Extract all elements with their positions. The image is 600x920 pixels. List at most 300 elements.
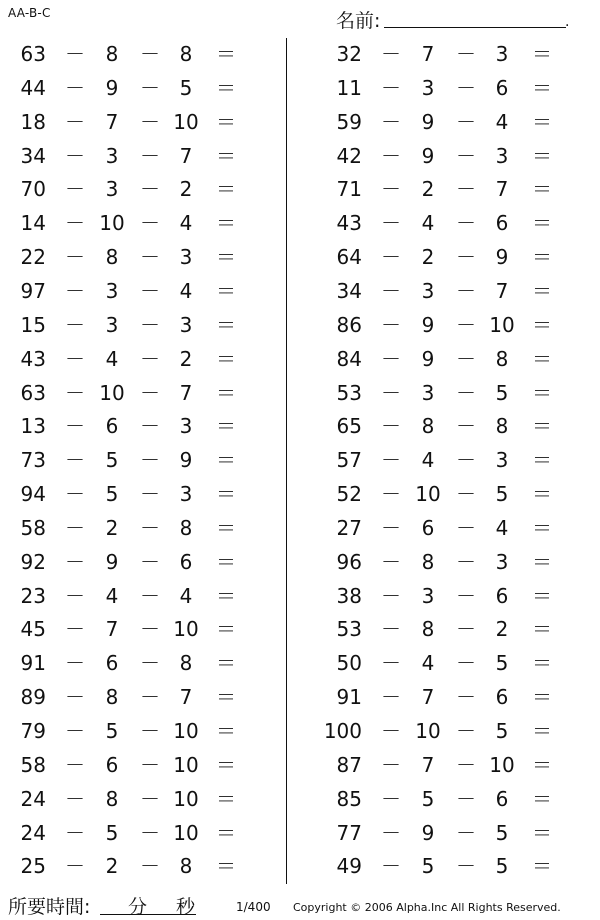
equals-sign: ＝ <box>216 515 236 540</box>
subtrahend-2: 5 <box>495 719 509 743</box>
minus-sign: － <box>65 143 85 168</box>
subtrahend-1: 2 <box>421 245 435 270</box>
equals-sign: ＝ <box>216 549 236 574</box>
subtrahend-2: 6 <box>495 583 509 608</box>
minus-sign: － <box>140 752 160 777</box>
minus-sign: － <box>140 583 160 608</box>
minus-sign: － <box>456 854 476 879</box>
minus-sign: － <box>140 346 160 371</box>
minus-sign: － <box>381 752 401 777</box>
subtrahend-2: 8 <box>179 854 193 879</box>
minus-sign: － <box>65 177 85 202</box>
problem-row <box>0 782 280 816</box>
minus-sign: － <box>65 515 85 540</box>
problem-row <box>316 206 596 240</box>
minus-sign: － <box>456 752 476 777</box>
name-field <box>336 6 568 30</box>
minus-sign: － <box>65 42 85 66</box>
equals-sign: ＝ <box>532 651 552 676</box>
equals-sign: ＝ <box>532 820 552 845</box>
subtrahend-1: 6 <box>105 752 119 777</box>
equals-sign: ＝ <box>216 617 236 642</box>
problem-row <box>316 511 596 545</box>
minus-sign: － <box>381 346 401 371</box>
minus-sign: － <box>381 685 401 710</box>
minus-sign: － <box>456 346 476 371</box>
minus-sign: － <box>65 414 85 439</box>
equals-sign: ＝ <box>532 685 552 710</box>
minus-sign: － <box>140 651 160 676</box>
problem-row <box>0 274 280 308</box>
minus-sign: － <box>381 820 401 845</box>
subtrahend-2: 6 <box>495 75 509 100</box>
subtrahend-2: 4 <box>179 278 193 303</box>
equals-sign: ＝ <box>532 211 552 236</box>
problem-row <box>0 545 280 579</box>
subtrahend-1: 10 <box>99 380 125 405</box>
minus-sign: － <box>140 549 160 574</box>
minuend: 58 <box>20 752 46 777</box>
minus-sign: － <box>381 414 401 439</box>
time-label: 所要時間: <box>8 896 91 918</box>
subtrahend-2: 3 <box>495 143 509 168</box>
subtrahend-2: 4 <box>495 515 509 540</box>
minuend: 53 <box>336 617 362 642</box>
equals-sign: ＝ <box>216 448 236 473</box>
minuend: 50 <box>336 651 362 676</box>
equals-sign: ＝ <box>216 109 236 134</box>
minus-sign: － <box>140 820 160 845</box>
problem-row <box>0 443 280 477</box>
minus-sign: － <box>140 854 160 879</box>
subtrahend-2: 5 <box>495 651 509 676</box>
minus-sign: － <box>381 549 401 574</box>
equals-sign: ＝ <box>532 786 552 811</box>
minus-sign: － <box>456 245 476 270</box>
minuend: 64 <box>336 245 362 270</box>
minus-sign: － <box>65 549 85 574</box>
minus-sign: － <box>140 414 160 439</box>
minuend: 85 <box>336 786 362 811</box>
minuend: 91 <box>20 651 46 676</box>
minus-sign: － <box>140 312 160 337</box>
problem-row <box>0 139 280 173</box>
subtrahend-2: 7 <box>495 177 509 202</box>
subtrahend-2: 10 <box>173 719 199 743</box>
minus-sign: － <box>140 211 160 236</box>
problem-row <box>316 646 596 680</box>
worksheet-code: AA-B-C <box>8 6 51 20</box>
minus-sign: － <box>65 583 85 608</box>
equals-sign: ＝ <box>216 752 236 777</box>
subtrahend-1: 3 <box>421 75 435 100</box>
minus-sign: － <box>65 380 85 405</box>
minuend: 57 <box>336 448 362 473</box>
equals-sign: ＝ <box>532 109 552 134</box>
minus-sign: － <box>456 380 476 405</box>
minuend: 71 <box>336 177 362 202</box>
equals-sign: ＝ <box>532 854 552 879</box>
minus-sign: － <box>140 685 160 710</box>
minuend: 58 <box>20 515 46 540</box>
minus-sign: － <box>65 820 85 845</box>
minus-sign: － <box>456 549 476 574</box>
problem-row <box>316 172 596 206</box>
subtrahend-1: 7 <box>421 752 435 777</box>
problem-row <box>0 71 280 105</box>
equals-sign: ＝ <box>216 211 236 236</box>
minus-sign: － <box>65 312 85 337</box>
minus-sign: － <box>381 312 401 337</box>
problem-row <box>316 37 596 71</box>
subtrahend-2: 10 <box>173 617 199 642</box>
problem-row <box>316 680 596 714</box>
minuend: 13 <box>20 414 46 439</box>
minuend: 52 <box>336 482 362 507</box>
name-underline <box>384 27 566 28</box>
subtrahend-1: 9 <box>421 820 435 845</box>
subtrahend-1: 7 <box>421 42 435 66</box>
footer <box>0 888 600 920</box>
minus-sign: － <box>65 719 85 743</box>
equals-sign: ＝ <box>216 685 236 710</box>
subtrahend-2: 2 <box>495 617 509 642</box>
minus-sign: － <box>65 685 85 710</box>
equals-sign: ＝ <box>532 177 552 202</box>
minus-sign: － <box>456 515 476 540</box>
subtrahend-1: 3 <box>421 583 435 608</box>
subtrahend-2: 7 <box>179 143 193 168</box>
minuend: 63 <box>20 42 46 66</box>
equals-sign: ＝ <box>532 245 552 270</box>
minus-sign: － <box>456 312 476 337</box>
minus-sign: － <box>456 42 476 66</box>
minuend: 14 <box>20 211 46 236</box>
minuend: 43 <box>336 211 362 236</box>
equals-sign: ＝ <box>216 177 236 202</box>
minus-sign: － <box>140 109 160 134</box>
equals-sign: ＝ <box>216 346 236 371</box>
minus-sign: － <box>381 786 401 811</box>
subtrahend-1: 8 <box>421 549 435 574</box>
minus-sign: － <box>381 583 401 608</box>
problem-row <box>316 105 596 139</box>
subtrahend-1: 4 <box>421 651 435 676</box>
minus-sign: － <box>381 177 401 202</box>
problem-row <box>316 139 596 173</box>
subtrahend-1: 2 <box>105 515 119 540</box>
subtrahend-1: 3 <box>105 177 119 202</box>
equals-sign: ＝ <box>216 719 236 743</box>
subtrahend-1: 4 <box>105 583 119 608</box>
subtrahend-2: 5 <box>495 380 509 405</box>
problem-row <box>316 308 596 342</box>
minus-sign: － <box>65 278 85 303</box>
equals-sign: ＝ <box>532 143 552 168</box>
subtrahend-2: 6 <box>495 685 509 710</box>
minuend: 32 <box>336 42 362 66</box>
subtrahend-1: 8 <box>105 786 119 811</box>
minus-sign: － <box>456 820 476 845</box>
problem-row <box>0 816 280 850</box>
subtrahend-1: 10 <box>415 482 441 507</box>
minus-sign: － <box>140 143 160 168</box>
minus-sign: － <box>140 617 160 642</box>
subtrahend-2: 2 <box>179 177 193 202</box>
problem-row <box>316 816 596 850</box>
minus-sign: － <box>65 346 85 371</box>
minus-sign: － <box>456 278 476 303</box>
subtrahend-2: 7 <box>179 685 193 710</box>
subtrahend-1: 9 <box>421 346 435 371</box>
subtrahend-2: 3 <box>179 312 193 337</box>
problem-row <box>316 71 596 105</box>
subtrahend-2: 10 <box>489 752 515 777</box>
subtrahend-1: 3 <box>105 278 119 303</box>
minuend: 91 <box>336 685 362 710</box>
equals-sign: ＝ <box>216 312 236 337</box>
problem-row <box>0 579 280 613</box>
subtrahend-1: 8 <box>105 42 119 66</box>
minus-sign: － <box>140 786 160 811</box>
problem-row <box>316 477 596 511</box>
subtrahend-2: 6 <box>179 549 193 574</box>
problem-row <box>316 714 596 748</box>
minuend: 44 <box>20 75 46 100</box>
subtrahend-2: 5 <box>179 75 193 100</box>
subtrahend-2: 3 <box>495 42 509 66</box>
equals-sign: ＝ <box>532 549 552 574</box>
problem-row <box>0 477 280 511</box>
minus-sign: － <box>456 448 476 473</box>
minuend: 42 <box>336 143 362 168</box>
minus-sign: － <box>140 42 160 66</box>
equals-sign: ＝ <box>532 617 552 642</box>
subtrahend-1: 8 <box>105 245 119 270</box>
minuend: 89 <box>20 685 46 710</box>
subtrahend-1: 9 <box>105 549 119 574</box>
problem-row <box>0 511 280 545</box>
problem-row <box>0 172 280 206</box>
minus-sign: － <box>65 448 85 473</box>
problem-row <box>0 342 280 376</box>
equals-sign: ＝ <box>532 75 552 100</box>
problem-row <box>316 409 596 443</box>
minus-sign: － <box>456 414 476 439</box>
problem-row <box>0 240 280 274</box>
equals-sign: ＝ <box>532 278 552 303</box>
minus-sign: － <box>65 854 85 879</box>
equals-sign: ＝ <box>216 786 236 811</box>
minuend: 34 <box>336 278 362 303</box>
problem-row <box>316 376 596 410</box>
equals-sign: ＝ <box>216 143 236 168</box>
subtrahend-1: 8 <box>421 617 435 642</box>
minus-sign: － <box>140 380 160 405</box>
subtrahend-2: 7 <box>179 380 193 405</box>
problem-row <box>0 206 280 240</box>
minuend: 84 <box>336 346 362 371</box>
subtrahend-2: 4 <box>179 211 193 236</box>
name-label: 名前: <box>336 10 381 32</box>
subtrahend-2: 7 <box>495 278 509 303</box>
minus-sign: － <box>381 211 401 236</box>
equals-sign: ＝ <box>216 651 236 676</box>
equals-sign: ＝ <box>532 752 552 777</box>
subtrahend-2: 4 <box>495 109 509 134</box>
minus-sign: － <box>65 651 85 676</box>
equals-sign: ＝ <box>532 515 552 540</box>
problem-row <box>0 409 280 443</box>
problem-row <box>0 849 280 883</box>
subtrahend-2: 10 <box>173 752 199 777</box>
equals-sign: ＝ <box>216 820 236 845</box>
minuend: 24 <box>20 786 46 811</box>
minus-sign: － <box>381 515 401 540</box>
minuend: 43 <box>20 346 46 371</box>
minus-sign: － <box>65 75 85 100</box>
problem-row <box>0 714 280 748</box>
subtrahend-1: 5 <box>105 719 119 743</box>
subtrahend-1: 7 <box>105 617 119 642</box>
subtrahend-1: 6 <box>105 651 119 676</box>
subtrahend-1: 5 <box>105 820 119 845</box>
problem-row <box>0 748 280 782</box>
minuend: 70 <box>20 177 46 202</box>
minuend: 22 <box>20 245 46 270</box>
subtrahend-2: 8 <box>179 651 193 676</box>
minuend: 11 <box>336 75 362 100</box>
copyright-notice: Copyright © 2006 Alpha.Inc All Rights Reserved. <box>293 901 561 914</box>
minuend: 65 <box>336 414 362 439</box>
problem-row <box>316 782 596 816</box>
subtrahend-2: 8 <box>495 414 509 439</box>
minus-sign: － <box>381 75 401 100</box>
minus-sign: － <box>456 719 476 743</box>
minuend: 45 <box>20 617 46 642</box>
subtrahend-1: 4 <box>105 346 119 371</box>
subtrahend-1: 3 <box>105 143 119 168</box>
minus-sign: － <box>381 482 401 507</box>
equals-sign: ＝ <box>216 854 236 879</box>
minus-sign: － <box>65 752 85 777</box>
minus-sign: － <box>65 211 85 236</box>
minutes-unit: 分 <box>128 896 148 918</box>
minus-sign: － <box>140 75 160 100</box>
equals-sign: ＝ <box>216 583 236 608</box>
minus-sign: － <box>456 177 476 202</box>
minus-sign: － <box>381 245 401 270</box>
minus-sign: － <box>140 278 160 303</box>
minus-sign: － <box>456 143 476 168</box>
subtrahend-2: 10 <box>489 312 515 337</box>
minus-sign: － <box>456 75 476 100</box>
minus-sign: － <box>140 719 160 743</box>
equals-sign: ＝ <box>532 312 552 337</box>
subtrahend-2: 9 <box>179 448 193 473</box>
minus-sign: － <box>456 685 476 710</box>
equals-sign: ＝ <box>532 482 552 507</box>
equals-sign: ＝ <box>216 278 236 303</box>
minuend: 79 <box>20 719 46 743</box>
problem-row <box>0 680 280 714</box>
subtrahend-2: 3 <box>495 448 509 473</box>
subtrahend-1: 5 <box>421 786 435 811</box>
subtrahend-2: 3 <box>179 245 193 270</box>
subtrahend-1: 3 <box>421 278 435 303</box>
minus-sign: － <box>65 109 85 134</box>
minuend: 96 <box>336 549 362 574</box>
subtrahend-2: 10 <box>173 820 199 845</box>
minus-sign: － <box>381 42 401 66</box>
equals-sign: ＝ <box>216 75 236 100</box>
minuend: 92 <box>20 549 46 574</box>
subtrahend-2: 6 <box>495 786 509 811</box>
minus-sign: － <box>456 482 476 507</box>
equals-sign: ＝ <box>532 448 552 473</box>
minus-sign: － <box>381 278 401 303</box>
subtrahend-2: 9 <box>495 245 509 270</box>
equals-sign: ＝ <box>532 380 552 405</box>
subtrahend-1: 7 <box>105 109 119 134</box>
subtrahend-2: 10 <box>173 786 199 811</box>
equals-sign: ＝ <box>216 42 236 66</box>
minus-sign: － <box>381 854 401 879</box>
minuend: 53 <box>336 380 362 405</box>
minuend: 63 <box>20 380 46 405</box>
subtrahend-1: 9 <box>421 109 435 134</box>
problem-row <box>0 308 280 342</box>
minuend: 15 <box>20 312 46 337</box>
equals-sign: ＝ <box>532 583 552 608</box>
minuend: 97 <box>20 278 46 303</box>
minus-sign: － <box>381 380 401 405</box>
minus-sign: － <box>381 719 401 743</box>
seconds-unit: 秒 <box>176 896 196 918</box>
subtrahend-2: 3 <box>179 482 193 507</box>
subtrahend-1: 4 <box>421 448 435 473</box>
minuend: 23 <box>20 583 46 608</box>
minuend: 73 <box>20 448 46 473</box>
minus-sign: － <box>65 245 85 270</box>
problem-row <box>316 849 596 883</box>
minuend: 24 <box>20 820 46 845</box>
subtrahend-1: 10 <box>415 719 441 743</box>
minus-sign: － <box>140 245 160 270</box>
subtrahend-2: 3 <box>179 414 193 439</box>
problem-row <box>0 376 280 410</box>
subtrahend-2: 5 <box>495 820 509 845</box>
subtrahend-1: 4 <box>421 211 435 236</box>
minus-sign: － <box>140 482 160 507</box>
minus-sign: － <box>65 482 85 507</box>
problem-row <box>316 274 596 308</box>
subtrahend-2: 8 <box>179 515 193 540</box>
equals-sign: ＝ <box>532 346 552 371</box>
subtrahend-1: 3 <box>105 312 119 337</box>
minus-sign: － <box>456 651 476 676</box>
subtrahend-2: 5 <box>495 482 509 507</box>
subtrahend-2: 8 <box>179 42 193 66</box>
subtrahend-1: 10 <box>99 211 125 236</box>
subtrahend-2: 3 <box>495 549 509 574</box>
equals-sign: ＝ <box>532 414 552 439</box>
equals-sign: ＝ <box>216 380 236 405</box>
subtrahend-1: 7 <box>421 685 435 710</box>
minus-sign: － <box>65 617 85 642</box>
subtrahend-1: 2 <box>421 177 435 202</box>
minus-sign: － <box>456 786 476 811</box>
